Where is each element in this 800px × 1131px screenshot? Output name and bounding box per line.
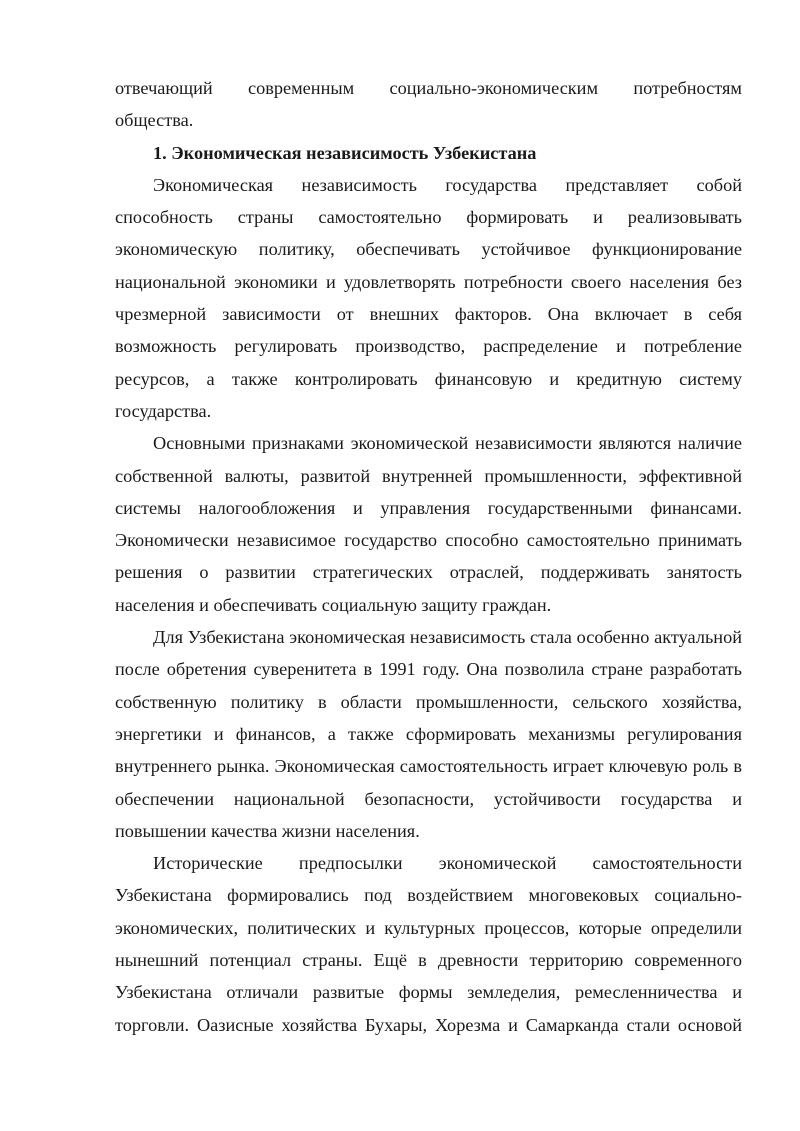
document-body	[115, 72, 742, 1041]
paragraph-definition: Экономическая независимость государства представляет собой способность страны самостоятельно формировать и реализовывать экономическую политику, обеспечивать устойчивое функционирование национальной экономики и удовлетворять потребности своего населения без чрезмерной зависимости от внешних факторов. Она включает в себя возможность регулировать производство, распределение и потребление ресурсов, а также контролировать финансовую и кредитную систему государства.	[115, 174, 742, 421]
paragraph-uzbekistan: Для Узбекистана экономическая независимость стала особенно актуальной после обретения суверенитета в 1991 году. Она позволила стране разработать собственную политику в области промышленности, сельского хозяйства, энергетики и финансов, а также сформировать механизмы регулирования внутреннего рынка. Экономическая самостоятельность играет ключевую роль в обеспечении национальной безопасности, устойчивости государства и повышении качества жизни населения.	[115, 627, 742, 841]
continuation-line-1: отвечающий современным социально-экономическим потребностям	[115, 78, 742, 98]
paragraph-history: Исторические предпосылки экономической самостоятельности Узбекистана формировались под воздействием многовековых социально-экономических, политических и культурных процессов, которые определили нынешний потенциал страны. Ещё в древности территорию современного Узбекистана отличали развитые формы земледелия, ремесленничества и торговли. Оазисные хозяйства Бухары, Хорезма и Самарканда стали основой	[115, 853, 742, 1035]
section-heading: 1. Экономическая независимость Узбекистана	[153, 142, 537, 163]
paragraph-features: Основными признаками экономической независимости являются наличие собственной валюты, развитой внутренней промышленности, эффективной системы налогообложения и управления государственными финансами. Экономически независимое государство способно самостоятельно принимать решения о развитии стратегических отраслей, поддерживать занятость населения и обеспечивать социальную защиту граждан.	[115, 433, 742, 615]
continuation-line-2: общества.	[115, 110, 194, 131]
